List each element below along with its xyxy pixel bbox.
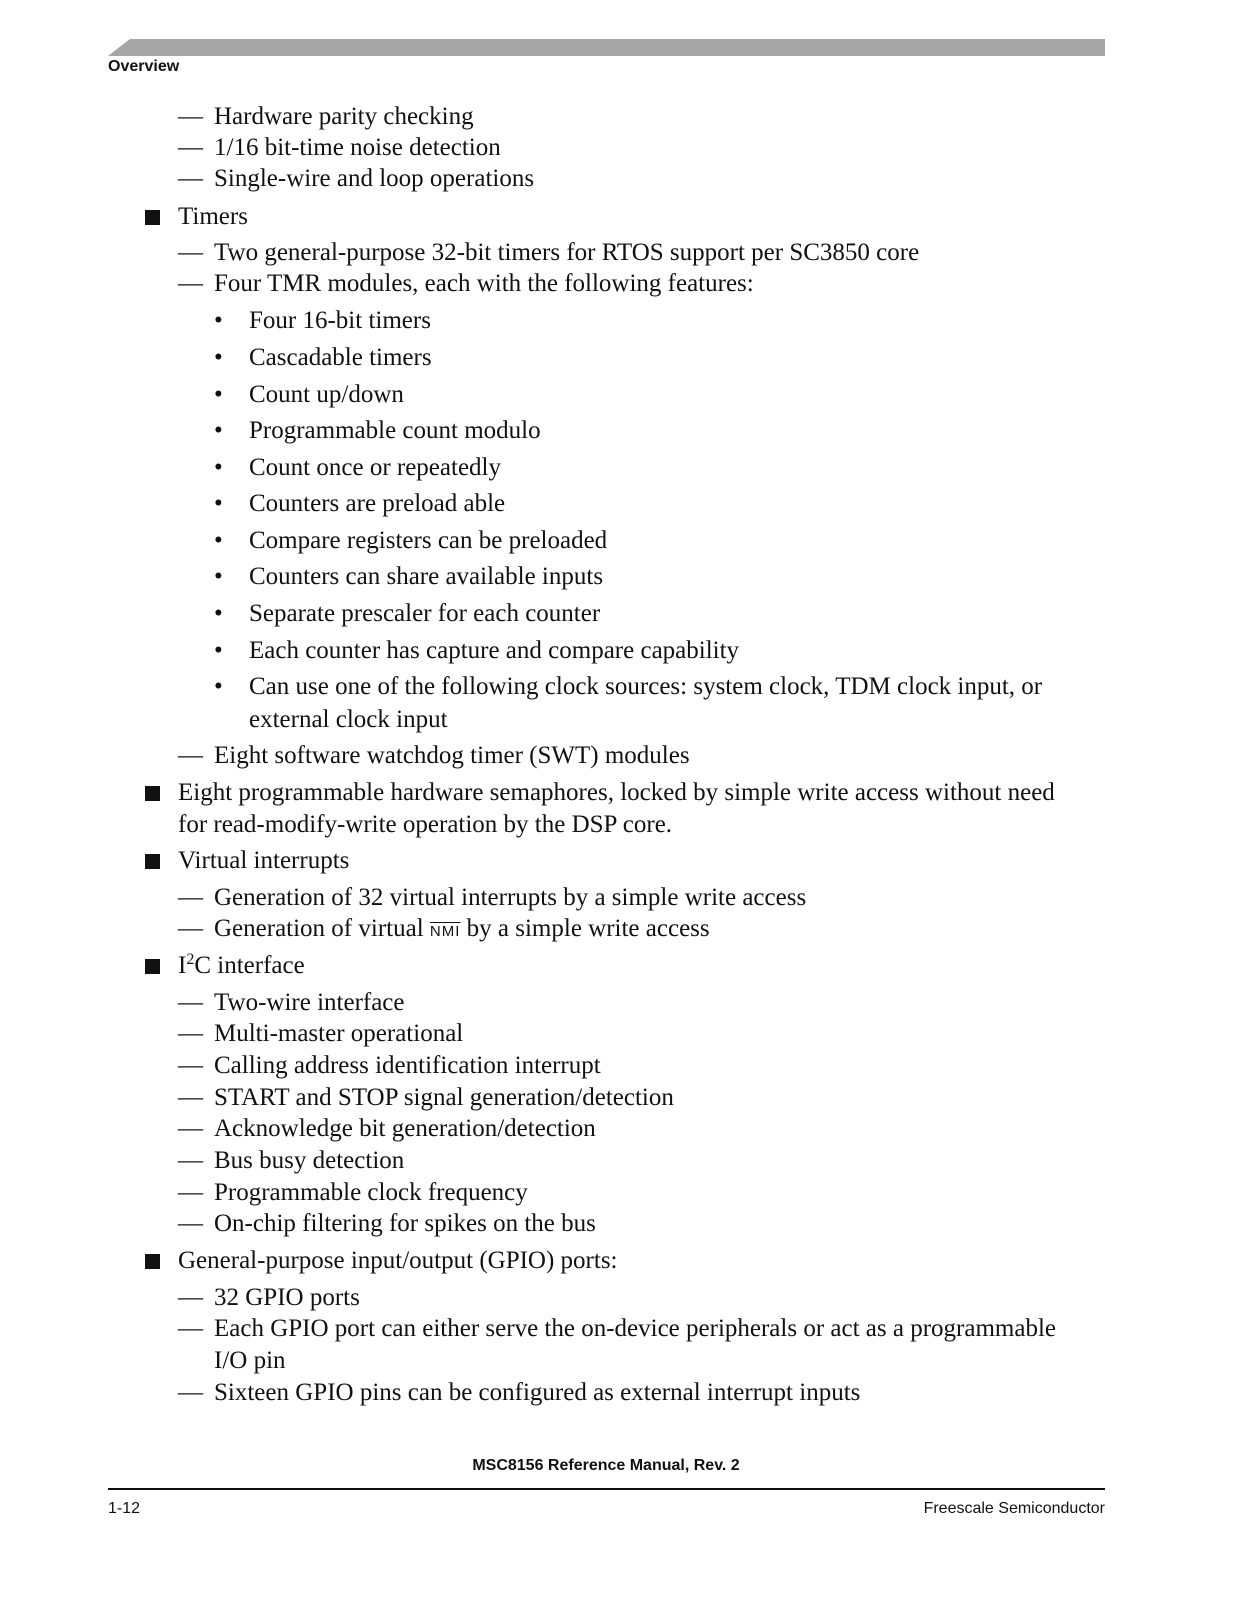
list-item-text: 1/16 bit-time noise detection [214, 134, 501, 161]
dot-marker: • [214, 637, 223, 664]
square-bullet-icon [145, 210, 160, 225]
dash-marker: — [178, 1379, 203, 1406]
list-item-text: START and STOP signal generation/detection [214, 1084, 674, 1111]
dot-marker: • [214, 344, 223, 371]
list-item-text: Programmable clock frequency [214, 1179, 528, 1206]
publisher-name: Freescale Semiconductor [923, 1500, 1105, 1517]
dash-marker: — [178, 1284, 203, 1311]
list-item-text: Count once or repeatedly [249, 454, 501, 481]
list-item-text: Compare registers can be preloaded [249, 527, 608, 554]
text-segment: I [178, 952, 187, 979]
dot-marker: • [214, 490, 223, 517]
list-item-text: Each GPIO port can either serve the on-device peripherals or act as a programmable [214, 1315, 1056, 1342]
list-item-text: Two-wire interface [214, 989, 405, 1016]
dash-marker: — [178, 1179, 203, 1206]
text-segment: Generation of virtual [214, 915, 430, 942]
dot-marker: • [214, 417, 223, 444]
list-item-text: Four TMR modules, each with the following features: [214, 270, 754, 297]
dash-marker: — [178, 989, 203, 1016]
dash-marker: — [178, 915, 203, 942]
dash-marker: — [178, 270, 203, 297]
list-item-text: Four 16-bit timers [249, 307, 431, 334]
list-item-text: Timers [178, 203, 248, 230]
list-item-text: Two general-purpose 32-bit timers for RTOS support per SC3850 core [214, 239, 920, 266]
dash-marker: — [178, 742, 203, 769]
footer-title: MSC8156 Reference Manual, Rev. 2 [472, 1457, 740, 1474]
dot-marker: • [214, 307, 223, 334]
text-segment: C interface [194, 952, 305, 979]
list-item-text: Virtual interrupts [178, 847, 350, 874]
list-item-text: Cascadable timers [249, 344, 432, 371]
dash-marker: — [178, 1084, 203, 1111]
dash-marker: — [178, 1315, 203, 1342]
dash-marker: — [178, 1147, 203, 1174]
list-item-text: I/O pin [214, 1347, 286, 1374]
dash-marker: — [178, 1115, 203, 1142]
list-item-text: Separate prescaler for each counter [249, 600, 601, 627]
dash-marker: — [178, 239, 203, 266]
list-item-text: Calling address identification interrupt [214, 1052, 601, 1079]
dash-marker: — [178, 884, 203, 911]
footer-rule [108, 1488, 1105, 1490]
text-segment: by a simple write access [460, 915, 710, 942]
dot-marker: • [214, 600, 223, 627]
square-bullet-icon [145, 1254, 160, 1269]
dash-marker: — [178, 165, 203, 192]
list-item-text: Acknowledge bit generation/detection [214, 1115, 596, 1142]
list-item-text: Count up/down [249, 381, 404, 408]
list-item-text: Can use one of the following clock sources: system clock, TDM clock input, or [249, 673, 1043, 700]
list-item-text: 32 GPIO ports [214, 1284, 360, 1311]
nmi-signal: $\overline{NMI}$ [429, 923, 461, 940]
list-item-text: Each counter has capture and compare capability [249, 637, 740, 664]
list-item-text: Hardware parity checking [214, 103, 474, 130]
list-item-text: Counters are preload able [249, 490, 506, 517]
list-item-text: external clock input [249, 706, 448, 733]
list-item-text: On-chip filtering for spikes on the bus [214, 1210, 596, 1237]
list-item-text: Generation of 32 virtual interrupts by a simple write access [214, 884, 807, 911]
list-item-text: General-purpose input/output (GPIO) ports: [178, 1247, 618, 1274]
list-item-text: Multi-master operational [214, 1020, 464, 1047]
dot-marker: • [214, 673, 223, 700]
dot-marker: • [214, 563, 223, 590]
list-item-text: Eight software watchdog timer (SWT) modules [214, 742, 690, 769]
dot-marker: • [214, 381, 223, 408]
section-label: Overview [108, 58, 180, 75]
list-item-text: Bus busy detection [214, 1147, 405, 1174]
list-item-text [214, 913, 710, 947]
list-item-text [178, 950, 305, 981]
square-bullet-icon [145, 959, 160, 974]
square-bullet-icon [145, 854, 160, 869]
list-item-text: Single-wire and loop operations [214, 165, 535, 192]
list-item-text: for read-modify-write operation by the DSP core. [178, 811, 673, 838]
list-item-text: Eight programmable hardware semaphores, locked by simple write access without need [178, 779, 1055, 806]
dash-marker: — [178, 1210, 203, 1237]
square-bullet-icon [145, 786, 160, 801]
list-item-text: Programmable count modulo [249, 417, 541, 444]
dash-marker: — [178, 103, 203, 130]
superscript: 2 [186, 951, 195, 968]
dot-marker: • [214, 527, 223, 554]
page-number: 1-12 [108, 1500, 141, 1517]
dash-marker: — [178, 1020, 203, 1047]
list-item-text: Sixteen GPIO pins can be configured as external interrupt inputs [214, 1379, 861, 1406]
dash-marker: — [178, 1052, 203, 1079]
list-item-text: Counters can share available inputs [249, 563, 604, 590]
dot-marker: • [214, 454, 223, 481]
header-bar [108, 39, 1105, 56]
dash-marker: — [178, 134, 203, 161]
